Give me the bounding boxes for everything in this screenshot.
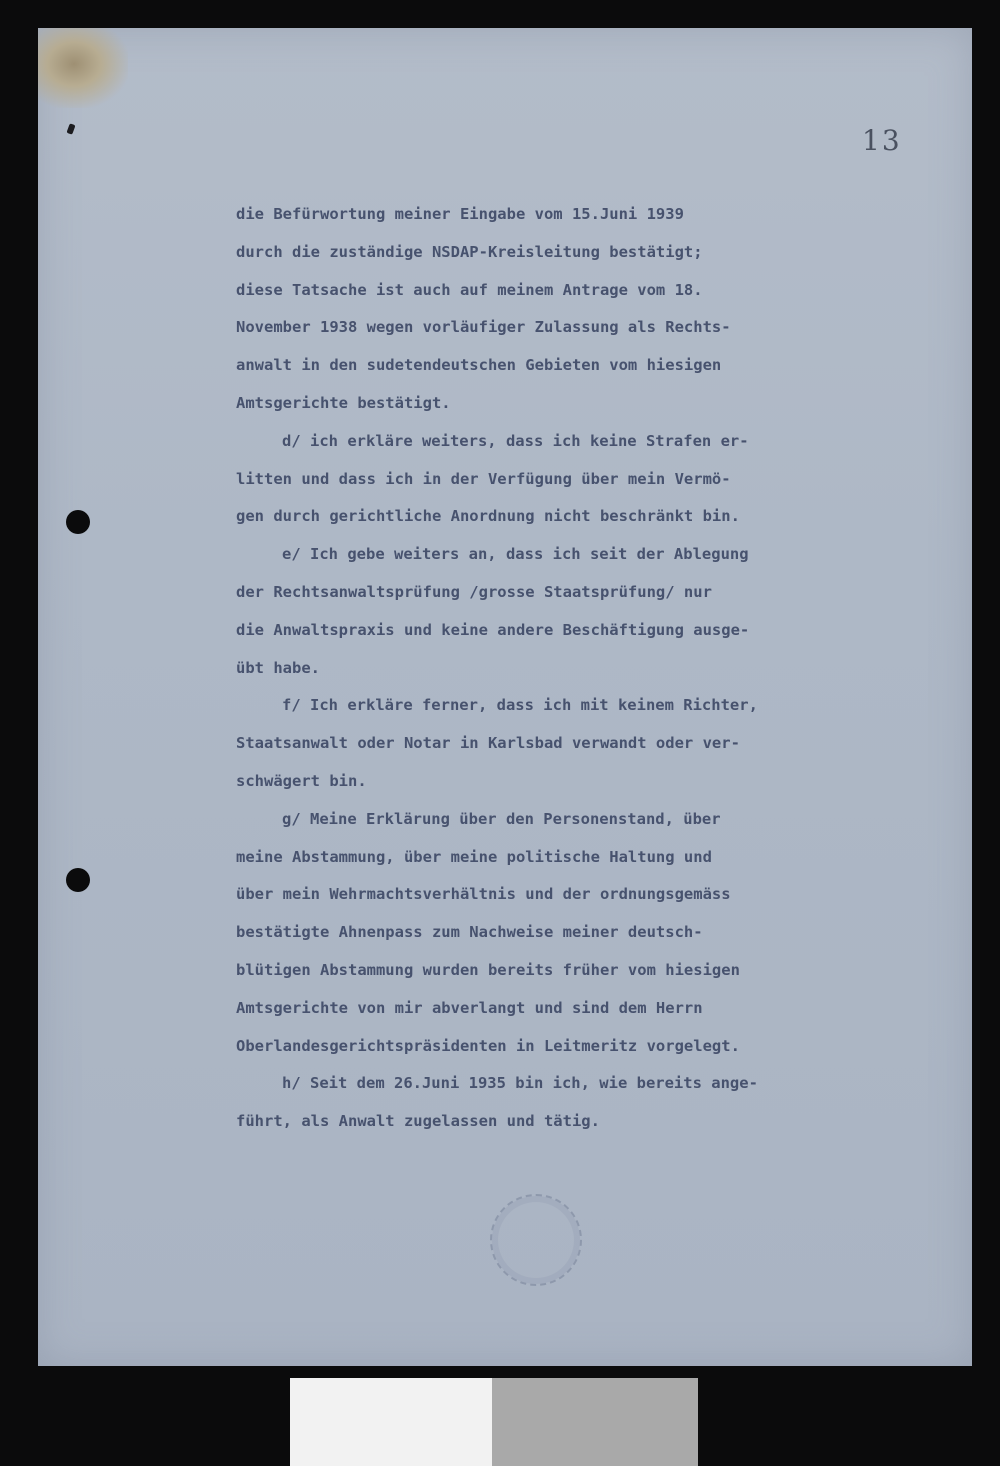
corner-ink-mark (66, 123, 75, 134)
text-line: h/ Seit dem 26.Juni 1935 bin ich, wie bereits ange- (282, 1074, 758, 1093)
text-line: über mein Wehrmachtsverhältnis und der ordnungsgemäss (236, 885, 731, 904)
text-line: anwalt in den sudetendeutschen Gebieten vom hiesigen (236, 356, 722, 375)
faded-stamp (490, 1194, 582, 1286)
text-line: bestätigte Ahnenpass zum Nachweise meiner deutsch- (236, 923, 703, 942)
text-line: litten und dass ich in der Verfügung über mein Vermö- (236, 469, 731, 488)
text-line: Staatsanwalt oder Notar in Karlsbad verwandt oder ver- (236, 734, 740, 753)
text-line: e/ Ich gebe weiters an, dass ich seit der Ablegung (282, 545, 749, 564)
text-line: schwägert bin. (236, 771, 367, 790)
text-line: Oberlandesgerichtspräsidenten in Leitmeritz vorgelegt. (236, 1036, 740, 1055)
scan-calibration-gray (492, 1378, 698, 1466)
text-line: meine Abstammung, über meine politische Haltung und (236, 847, 712, 866)
text-line: die Anwaltspraxis und keine andere Beschäftigung ausge- (236, 620, 750, 639)
text-line: führt, als Anwalt zugelassen und tätig. (236, 1112, 600, 1131)
text-line: d/ ich erkläre weiters, dass ich keine Strafen er- (282, 431, 749, 450)
text-line: die Befürwortung meiner Eingabe vom 15.Juni 1939 (236, 205, 684, 223)
scan-calibration-white (290, 1378, 492, 1466)
punch-hole-top (66, 510, 90, 534)
text-line: g/ Meine Erklärung über den Personenstand, über (282, 809, 721, 828)
text-line: blütigen Abstammung wurden bereits früher vom hiesigen (236, 960, 740, 979)
punch-hole-bottom (66, 868, 90, 892)
text-line: durch die zuständige NSDAP-Kreisleitung bestätigt; (236, 242, 703, 261)
text-line: diese Tatsache ist auch auf meinem Antrage vom 18. (236, 280, 703, 299)
typed-text-body (236, 196, 886, 1141)
text-line: der Rechtsanwaltsprüfung /grosse Staatsprüfung/ nur (236, 582, 712, 601)
page-number: 13 (862, 124, 902, 157)
text-line: Amtsgerichte bestätigt. (236, 393, 451, 412)
text-line: übt habe. (236, 658, 320, 677)
text-line: November 1938 wegen vorläufiger Zulassung als Rechts- (236, 318, 731, 337)
corner-rust-stain (38, 28, 128, 108)
text-line: Amtsgerichte von mir abverlangt und sind dem Herrn (236, 998, 703, 1017)
text-line: f/ Ich erkläre ferner, dass ich mit keinem Richter, (282, 696, 758, 715)
text-line: gen durch gerichtliche Anordnung nicht beschränkt bin. (236, 507, 740, 526)
